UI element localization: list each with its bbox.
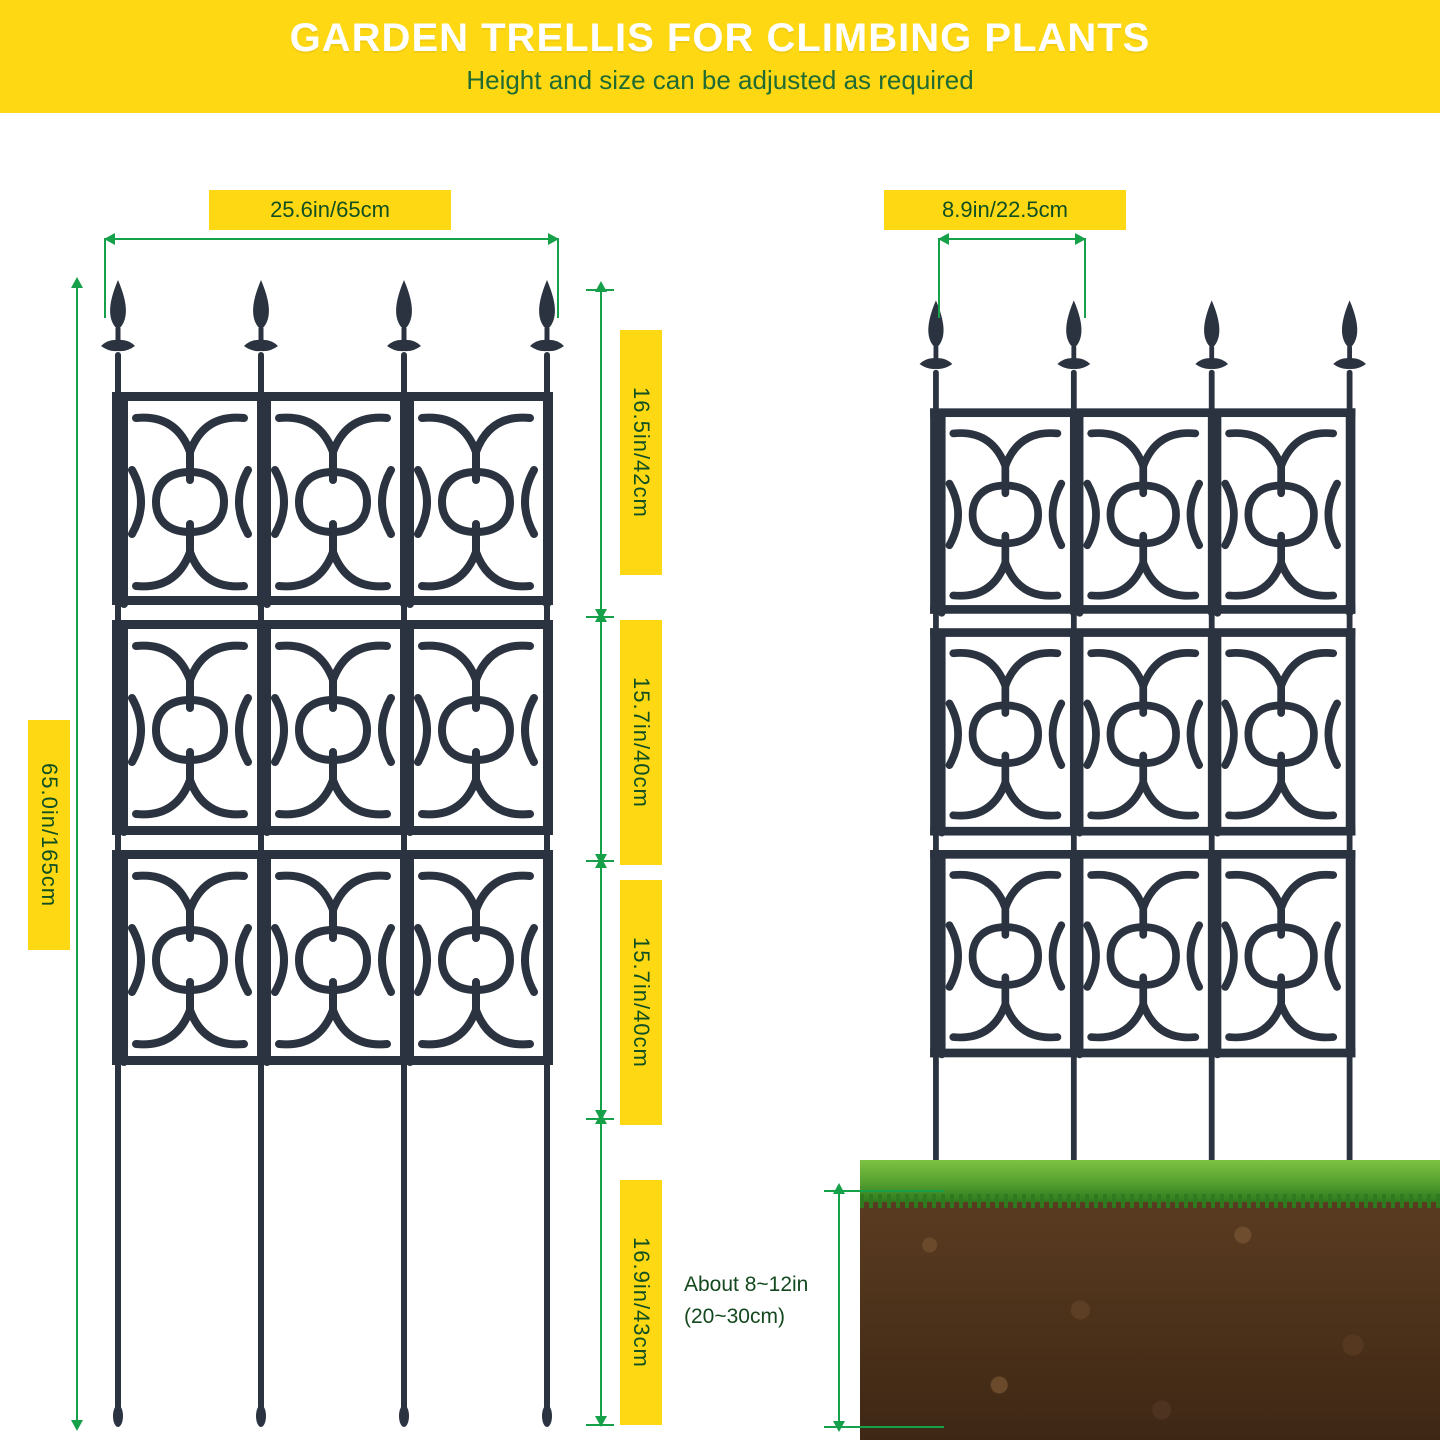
header-banner (0, 0, 1440, 113)
grass-layer (860, 1160, 1440, 1202)
burial-depth-label-line2: (20~30cm) (684, 1305, 785, 1328)
burial-depth-bottom-tick (824, 1426, 944, 1428)
section-stake-dimension-line (600, 1122, 602, 1422)
section-stake-label: 16.9in/43cm (620, 1180, 662, 1425)
section-tick-2 (586, 616, 614, 618)
left-trellis-illustration (60, 260, 620, 1440)
total-height-dimension-line (76, 286, 78, 1426)
burial-depth-top-tick (824, 1190, 944, 1192)
section-tick-4 (586, 1118, 614, 1120)
section-mid-label: 15.7in/40cm (620, 620, 662, 865)
right-width-extension-left (938, 238, 940, 318)
section-low-arrow-top (595, 857, 607, 868)
right-width-label: 8.9in/22.5cm (884, 190, 1126, 230)
burial-depth-arrow-top (833, 1183, 845, 1194)
soil-layer (860, 1190, 1440, 1440)
page-title: GARDEN TRELLIS FOR CLIMBING PLANTS (289, 16, 1151, 60)
section-tick-1 (586, 289, 614, 291)
left-width-extension-left (104, 238, 106, 318)
left-width-dimension-line (104, 238, 559, 240)
section-tick-5 (586, 1424, 614, 1426)
total-height-arrow-bottom (71, 1420, 83, 1431)
right-width-extension-right (1084, 238, 1086, 318)
section-top-dimension-line (600, 290, 602, 615)
section-low-label: 15.7in/40cm (620, 880, 662, 1125)
section-mid-dimension-line (600, 620, 602, 860)
burial-depth-dimension-line (838, 1192, 840, 1427)
left-width-label: 25.6in/65cm (209, 190, 451, 230)
section-low-dimension-line (600, 866, 602, 1116)
total-height-arrow-top (71, 277, 83, 288)
total-height-label: 65.0in/165cm (28, 720, 70, 950)
page-subtitle: Height and size can be adjusted as required (466, 65, 974, 95)
ground-cross-section (860, 1160, 1440, 1440)
left-width-extension-right (557, 238, 559, 318)
section-top-label: 16.5in/42cm (620, 330, 662, 575)
right-width-dimension-line (938, 238, 1086, 240)
burial-depth-label-line1: About 8~12in (684, 1273, 809, 1296)
section-tick-3 (586, 860, 614, 862)
